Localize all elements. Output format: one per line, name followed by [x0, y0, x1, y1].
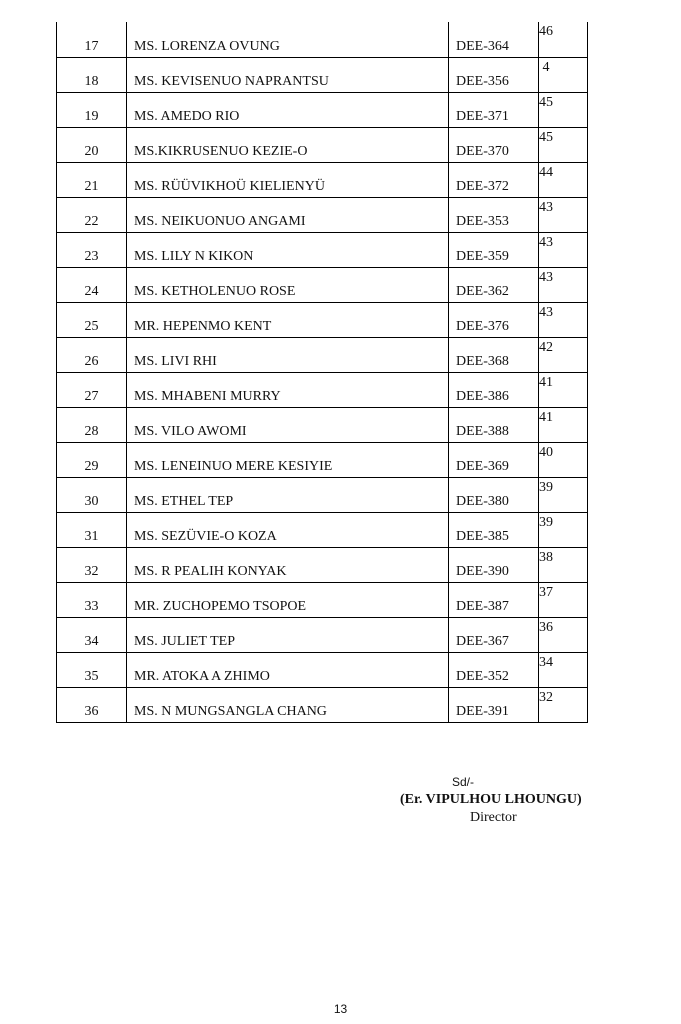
serial-number-cell — [57, 653, 127, 687]
candidate-name-cell — [127, 688, 449, 722]
candidate-name-cell-text: MR. ZUCHOPEMO TSOPOE — [134, 599, 307, 614]
serial-number-cell — [57, 583, 127, 617]
serial-number-cell — [57, 58, 127, 92]
candidate-name-cell-text: MS. KETHOLENUO ROSE — [134, 284, 296, 299]
candidate-name-cell-text: MS.KIKRUSENUO KEZIE-O — [134, 144, 308, 159]
serial-number-cell-text: 27 — [84, 389, 99, 404]
serial-number-cell-text: 32 — [84, 564, 99, 579]
candidate-name-cell — [127, 233, 449, 267]
serial-number-cell — [57, 93, 127, 127]
table-row — [57, 617, 587, 652]
marks-cell-text: 38 — [539, 550, 553, 565]
serial-number-cell-text: 19 — [84, 109, 99, 124]
candidate-name-cell-text: MS. RÜÜVIKHOÜ KIELIENYÜ — [134, 179, 325, 194]
table-row — [57, 687, 587, 722]
serial-number-cell — [57, 303, 127, 337]
marks-cell-text: 45 — [539, 130, 553, 145]
candidate-name-cell — [127, 583, 449, 617]
serial-number-cell — [57, 22, 127, 57]
candidate-name-cell — [127, 373, 449, 407]
table-row — [57, 302, 587, 337]
serial-number-cell — [57, 268, 127, 302]
serial-number-cell-text: 33 — [84, 599, 99, 614]
marks-cell-text: 34 — [539, 655, 553, 670]
table-row — [57, 22, 587, 57]
serial-number-cell-text: 28 — [84, 424, 99, 439]
marks-cell — [539, 688, 587, 722]
serial-number-cell — [57, 163, 127, 197]
table-row — [57, 442, 587, 477]
candidate-name-cell — [127, 93, 449, 127]
candidate-name-cell-text: MS. R PEALIH KONYAK — [134, 564, 287, 579]
marks-cell-text: 39 — [539, 515, 553, 530]
candidate-name-cell — [127, 128, 449, 162]
serial-number-cell-text: 20 — [84, 144, 99, 159]
serial-number-cell-text: 29 — [84, 459, 99, 474]
candidate-name-cell-text: MS. KEVISENUO NAPRANTSU — [134, 74, 329, 89]
marks-cell — [539, 618, 587, 652]
roll-code-cell-text: DEE-372 — [456, 179, 509, 194]
candidate-name-cell — [127, 163, 449, 197]
candidate-name-cell-text: MS. JULIET TEP — [134, 634, 235, 649]
serial-number-cell — [57, 408, 127, 442]
marks-cell — [539, 338, 587, 372]
marks-cell-text: 36 — [539, 620, 553, 635]
roll-code-cell-text: DEE-356 — [456, 74, 509, 89]
marks-cell — [539, 443, 587, 477]
candidate-name-cell-text: MR. HEPENMO KENT — [134, 319, 272, 334]
signatory-name: (Er. VIPULHOU LHOUNGU) — [400, 792, 582, 807]
signatory-designation: Director — [470, 810, 517, 825]
serial-number-cell — [57, 233, 127, 267]
marks-cell-text: 4 — [542, 60, 550, 75]
marks-cell — [539, 478, 587, 512]
table-row — [57, 92, 587, 127]
candidate-name-cell — [127, 408, 449, 442]
roll-code-cell-text: DEE-388 — [456, 424, 509, 439]
marks-cell — [539, 22, 587, 57]
marks-cell — [539, 128, 587, 162]
marks-cell-text: 39 — [539, 480, 553, 495]
table-row — [57, 197, 587, 232]
candidate-name-cell — [127, 653, 449, 687]
marks-cell-text: 43 — [539, 235, 553, 250]
marks-cell-text: 40 — [539, 445, 553, 460]
table-row — [57, 57, 587, 92]
serial-number-cell-text: 31 — [84, 529, 99, 544]
roll-code-cell-text: DEE-352 — [456, 669, 509, 684]
marks-cell — [539, 548, 587, 582]
candidate-name-cell-text: MS. SEZÜVIE-O KOZA — [134, 529, 277, 544]
serial-number-cell-text: 25 — [84, 319, 99, 334]
serial-number-cell — [57, 478, 127, 512]
roll-code-cell-text: DEE-391 — [456, 704, 509, 719]
candidate-name-cell-text: MS. LILY N KIKON — [134, 249, 254, 264]
candidate-name-cell — [127, 268, 449, 302]
marks-cell-text: 43 — [539, 305, 553, 320]
table-row — [57, 337, 587, 372]
serial-number-cell-text: 21 — [84, 179, 99, 194]
marks-cell — [539, 373, 587, 407]
candidate-name-cell-text: MS. VILO AWOMI — [134, 424, 247, 439]
roll-code-cell-text: DEE-362 — [456, 284, 509, 299]
serial-number-cell-text: 34 — [84, 634, 99, 649]
candidate-name-cell-text: MS. NEIKUONUO ANGAMI — [134, 214, 306, 229]
serial-number-cell — [57, 513, 127, 547]
marks-cell — [539, 268, 587, 302]
marks-cell-text: 41 — [539, 410, 553, 425]
candidate-name-cell — [127, 513, 449, 547]
table-row — [57, 582, 587, 617]
roll-code-cell-text: DEE-369 — [456, 459, 509, 474]
marks-cell — [539, 198, 587, 232]
serial-number-cell-text: 26 — [84, 354, 99, 369]
marks-cell — [539, 303, 587, 337]
table-row — [57, 512, 587, 547]
signed-mark: Sd/- — [452, 775, 475, 789]
candidate-name-cell-text: MS. N MUNGSANGLA CHANG — [134, 704, 327, 719]
serial-number-cell-text: 35 — [84, 669, 99, 684]
roll-code-cell-text: DEE-370 — [456, 144, 509, 159]
roll-code-cell-text: DEE-367 — [456, 634, 509, 649]
table-row — [57, 372, 587, 407]
results-table — [56, 22, 588, 723]
marks-cell — [539, 58, 587, 92]
roll-code-cell-text: DEE-386 — [456, 389, 509, 404]
table-row — [57, 127, 587, 162]
roll-code-cell-text: DEE-353 — [456, 214, 509, 229]
table-row — [57, 267, 587, 302]
candidate-name-cell-text: MS. ETHEL TEP — [134, 494, 234, 509]
candidate-name-cell — [127, 548, 449, 582]
candidate-name-cell — [127, 303, 449, 337]
marks-cell-text: 41 — [539, 375, 553, 390]
roll-code-cell-text: DEE-387 — [456, 599, 509, 614]
candidate-name-cell — [127, 198, 449, 232]
candidate-name-cell — [127, 58, 449, 92]
roll-code-cell-text: DEE-359 — [456, 249, 509, 264]
serial-number-cell — [57, 128, 127, 162]
table-row — [57, 232, 587, 267]
marks-cell — [539, 583, 587, 617]
marks-cell — [539, 233, 587, 267]
serial-number-cell-text: 18 — [84, 74, 99, 89]
marks-cell-text: 42 — [539, 340, 553, 355]
serial-number-cell — [57, 688, 127, 722]
roll-code-cell-text: DEE-368 — [456, 354, 509, 369]
serial-number-cell — [57, 443, 127, 477]
serial-number-cell-text: 36 — [84, 704, 99, 719]
serial-number-cell-text: 24 — [84, 284, 99, 299]
candidate-name-cell — [127, 22, 449, 57]
serial-number-cell-text: 30 — [84, 494, 99, 509]
roll-code-cell-text: DEE-364 — [456, 39, 509, 54]
marks-cell — [539, 93, 587, 127]
serial-number-cell — [57, 373, 127, 407]
candidate-name-cell-text: MS. LENEINUO MERE KESIYIE — [134, 459, 333, 474]
page-number: 13 — [333, 1002, 348, 1016]
roll-code-cell-text: DEE-371 — [456, 109, 509, 124]
table-row — [57, 162, 587, 197]
marks-cell — [539, 513, 587, 547]
roll-code-cell-text: DEE-390 — [456, 564, 509, 579]
roll-code-cell-text: DEE-380 — [456, 494, 509, 509]
marks-cell-text: 32 — [539, 690, 553, 705]
marks-cell — [539, 408, 587, 442]
marks-cell — [539, 163, 587, 197]
serial-number-cell — [57, 618, 127, 652]
table-row — [57, 407, 587, 442]
marks-cell-text: 44 — [539, 165, 553, 180]
serial-number-cell — [57, 548, 127, 582]
marks-cell-text: 43 — [539, 270, 553, 285]
marks-cell-text: 43 — [539, 200, 553, 215]
candidate-name-cell — [127, 443, 449, 477]
candidate-name-cell-text: MS. MHABENI MURRY — [134, 389, 281, 404]
candidate-name-cell — [127, 478, 449, 512]
marks-cell-text: 37 — [539, 585, 553, 600]
serial-number-cell — [57, 198, 127, 232]
serial-number-cell — [57, 338, 127, 372]
candidate-name-cell-text: MS. LIVI RHI — [134, 354, 217, 369]
serial-number-cell-text: 23 — [84, 249, 99, 264]
marks-cell — [539, 653, 587, 687]
candidate-name-cell-text: MS. LORENZA OVUNG — [134, 39, 280, 54]
marks-cell-text: 45 — [539, 95, 553, 110]
table-row — [57, 547, 587, 582]
serial-number-cell-text: 17 — [84, 39, 99, 54]
roll-code-cell-text: DEE-385 — [456, 529, 509, 544]
table-row — [57, 652, 587, 687]
marks-cell-text: 46 — [539, 24, 553, 39]
candidate-name-cell-text: MS. AMEDO RIO — [134, 109, 240, 124]
roll-code-cell-text: DEE-376 — [456, 319, 509, 334]
candidate-name-cell — [127, 338, 449, 372]
candidate-name-cell-text: MR. ATOKA A ZHIMO — [134, 669, 270, 684]
table-row — [57, 477, 587, 512]
serial-number-cell-text: 22 — [84, 214, 99, 229]
candidate-name-cell — [127, 618, 449, 652]
